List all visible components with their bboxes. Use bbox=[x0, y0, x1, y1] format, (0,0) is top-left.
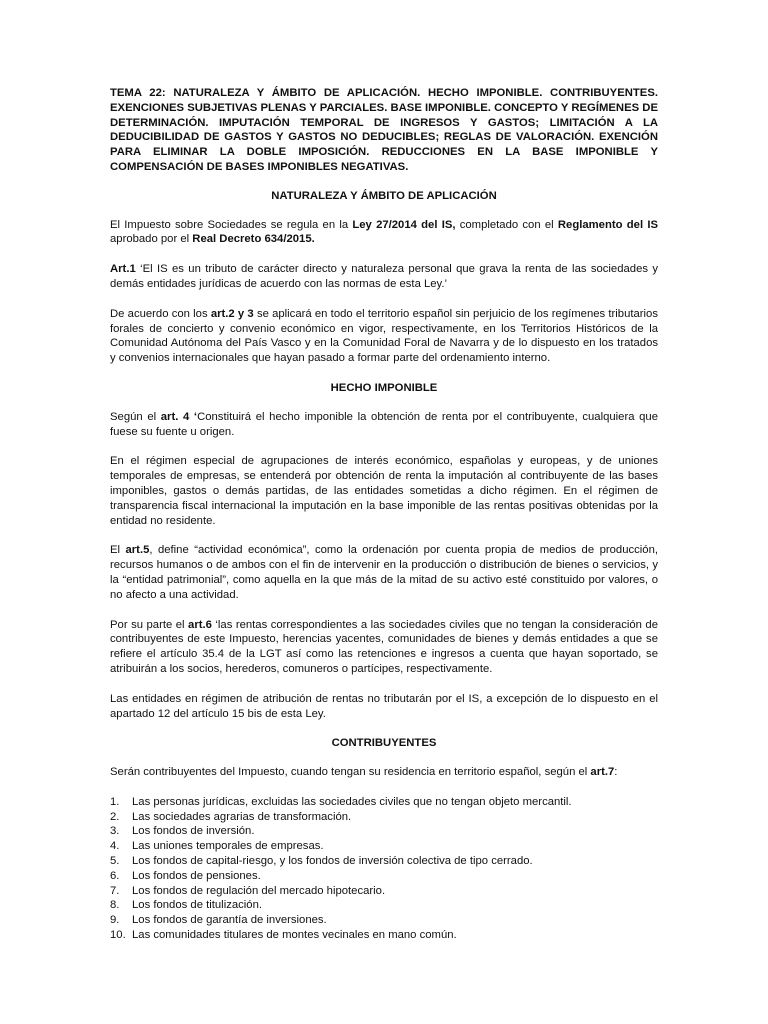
section-heading-naturaleza: NATURALEZA Y ÁMBITO DE APLICACIÓN bbox=[271, 189, 497, 202]
paragraph-regulacion: El Impuesto sobre Sociedades se regula en la Ley 27/2014 del IS, completado con el Reglamento del IS aprobado por el Real Decreto 634/2015. bbox=[110, 218, 658, 246]
list-item: 3. Los fondos de inversión. bbox=[110, 825, 255, 838]
list-item: 7. Los fondos de regulación del mercado hipotecario. bbox=[110, 884, 386, 897]
list-item: 8. Los fondos de titulización. bbox=[110, 899, 262, 912]
list-item: 1. Las personas jurídicas, excluidas las sociedades civiles que no tengan objeto mercantil. bbox=[110, 795, 572, 808]
document-page bbox=[110, 86, 658, 943]
paragraph-atribucion-rentas: Las entidades en régimen de atribución de rentas no tributarán por el IS, a excepción de lo dispuesto en el apartado 12 del artículo 15 bis de esta Ley. bbox=[110, 692, 658, 720]
paragraph-art5: El art.5, define “actividad económica”, como la ordenación por cuenta propia de medios de producción, recursos humanos o de ambos con el fin de intervenir en la producción o distribución de bienes o servicios, y la “entidad patrimonial”, como aquella en la que más de la mitad de su activo esté constituido por valores, o no afecto a una actividad. bbox=[110, 544, 658, 601]
paragraph-art7-intro: Serán contribuyentes del Impuesto, cuando tengan su residencia en territorio español, según el art.7: bbox=[110, 766, 618, 779]
list-item: 2. Las sociedades agrarias de transformación. bbox=[110, 810, 352, 823]
paragraph-art6: Por su parte el art.6 ‘las rentas correspondientes a las sociedades civiles que no tengan la consideración de contribuyentes de este Impuesto, herencias yacentes, comunidades de bienes y demás entidades a que se refiere el artículo 35.4 de la LGT así como las retenciones e ingresos a cuenta que hayan soportado, se atribuirán a los socios, herederos, comuneros o partícipes, respectivamente. bbox=[110, 618, 658, 675]
contribuyentes-list bbox=[110, 795, 658, 943]
document-title: TEMA 22: NATURALEZA Y ÁMBITO DE APLICACIÓN. HECHO IMPONIBLE. CONTRIBUYENTES. EXENCIONES SUBJETIVAS PLENAS Y PARCIALES. BASE IMPONIBLE. CONCEPTO Y REGÍMENES DE DETERMINACIÓN. IMPUTACIÓN TEMPORAL DE INGRESOS Y GASTOS; LIMITACIÓN A LA DEDUCIBILIDAD DE GASTOS Y GASTOS NO DEDUCIBLES; REGLAS DE VALORACIÓN. EXENCIÓN PARA ELIMINAR LA DOBLE IMPOSICIÓN. REDUCCIONES EN LA BASE IMPONIBLE Y COMPENSACIÓN DE BASES IMPONIBLES NEGATIVAS. bbox=[110, 87, 658, 173]
section-heading-contribuyentes: CONTRIBUYENTES bbox=[331, 737, 437, 750]
list-item: 6. Los fondos de pensiones. bbox=[110, 869, 261, 882]
paragraph-regimen-especial: En el régimen especial de agrupaciones de interés económico, españolas y europeas, y de uniones temporales de empresas, se entenderá por obtención de renta la imputación al contribuyente de las bases imponibles, gastos o demás partidas, de las entidades sometidas a dicho régimen. En el régimen de transparencia fiscal internacional la imputación en la base imponible de las rentas positivas obtenidas por la entidad no residente. bbox=[110, 455, 658, 527]
list-item: 9. Los fondos de garantía de inversiones. bbox=[110, 914, 327, 927]
list-item: 4. Las uniones temporales de empresas. bbox=[110, 840, 324, 853]
list-item: 10. Las comunidades titulares de montes vecinales en mano común. bbox=[110, 929, 457, 942]
list-item: 5. Los fondos de capital-riesgo, y los fondos de inversión colectiva de tipo cerrado. bbox=[110, 855, 533, 868]
paragraph-art4: Según el art. 4 ‘Constituirá el hecho imponible la obtención de renta por el contribuyente, cualquiera que fuese su fuente u origen. bbox=[110, 410, 658, 438]
section-heading-hecho-imponible: HECHO IMPONIBLE bbox=[330, 381, 438, 394]
paragraph-art2-3: De acuerdo con los art.2 y 3 se aplicará en todo el territorio español sin perjuicio de los regímenes tributarios forales de concierto y convenio económico en vigor, respectivamente, en los Territorios Históricos de la Comunidad Autónoma del País Vasco y en la Comunidad Foral de Navarra y de lo dispuesto en los tratados y convenios internacionales que hayan pasado a formar parte del ordenamiento interno. bbox=[110, 307, 658, 365]
paragraph-art1: Art.1 ‘El IS es un tributo de carácter directo y naturaleza personal que grava la renta de las sociedades y demás entidades jurídicas de acuerdo con las normas de esta Ley.’ bbox=[110, 263, 658, 290]
